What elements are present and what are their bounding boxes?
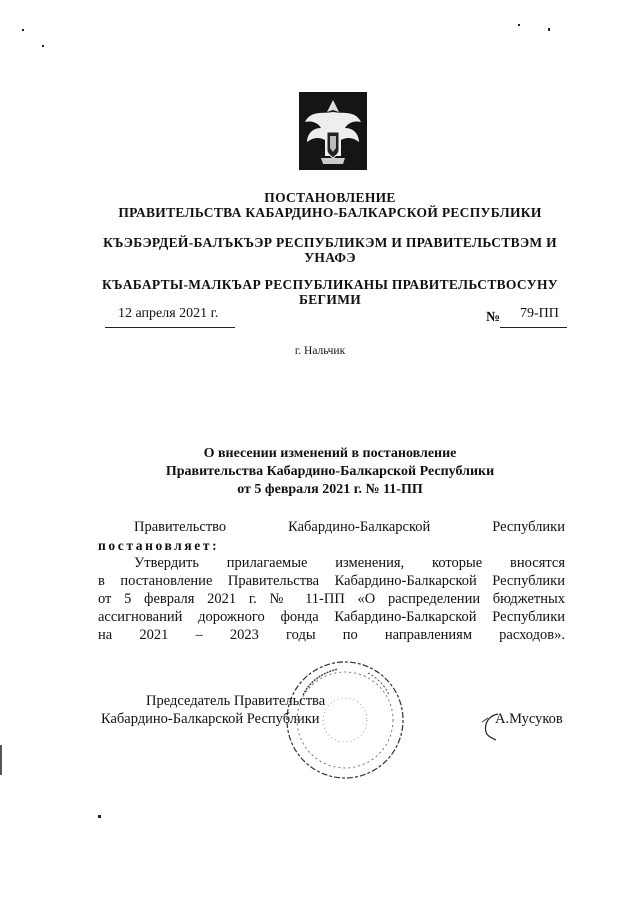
coat-of-arms-icon — [299, 92, 367, 170]
body-line-6: ассигнований дорожного фонда Кабардино-Балкарской Республики — [98, 609, 565, 625]
body-line-1: Правительство Кабардино-Балкарской Республики — [134, 519, 565, 535]
number-underline — [500, 327, 567, 328]
body-line-4: в постановление Правительства Кабардино-Балкарской Республики — [98, 573, 565, 589]
handwritten-signature — [478, 712, 502, 742]
subject-line3: от 5 февраля 2021 г. № 11-ПП — [237, 482, 423, 497]
subject-line1: О внесении изменений в постановление — [203, 446, 457, 461]
signatory-name: А.Мусуков — [495, 711, 563, 727]
body-line-2: постановляет: — [98, 538, 220, 553]
scan-speck — [518, 24, 520, 26]
signatory-title-line2: Кабардино-Балкарской Республики — [101, 711, 320, 727]
city-name: г. Нальчик — [294, 345, 346, 357]
document-number: 79-ПП — [520, 306, 559, 321]
number-sign: № — [486, 310, 501, 325]
date-underline — [105, 327, 235, 328]
issuer-title: ПРАВИТЕЛЬСТВА КАБАРДИНО-БАЛКАРСКОЙ РЕСПУБЛИКИ — [118, 205, 542, 220]
kabardian-title-line1: КЪЭБЭРДЕЙ-БАЛЪКЪЭР РЕСПУБЛИКЭМ И ПРАВИТЕЛЬСТВЭМ И — [103, 235, 557, 250]
scan-speck — [548, 28, 550, 31]
scan-speck — [98, 815, 101, 818]
body-line-5: от 5 февраля 2021 г. № 11-ПП «О распределении бюджетных — [98, 591, 565, 607]
document-title: ПОСТАНОВЛЕНИЕ — [264, 190, 396, 205]
signatory-title-line1: Председатель Правительства — [146, 693, 326, 709]
balkar-title-line2: БЕГИМИ — [298, 292, 362, 307]
kabardian-title-line2: УНАФЭ — [304, 250, 356, 265]
body-line-3: Утвердить прилагаемые изменения, которые вносятся — [134, 555, 565, 571]
balkar-title-line1: КЪАБАРТЫ-МАЛКЪАР РЕСПУБЛИКАНЫ ПРАВИТЕЛЬСТВОСУНУ — [102, 277, 558, 292]
scan-speck — [42, 45, 44, 47]
subject-line2: Правительства Кабардино-Балкарской Республики — [165, 464, 495, 479]
body-line-7: на 2021 – 2023 годы по направлениям расходов». — [98, 627, 565, 643]
scan-speck — [22, 29, 24, 31]
document-date: 12 апреля 2021 г. — [118, 306, 219, 321]
scan-speck — [0, 745, 2, 775]
